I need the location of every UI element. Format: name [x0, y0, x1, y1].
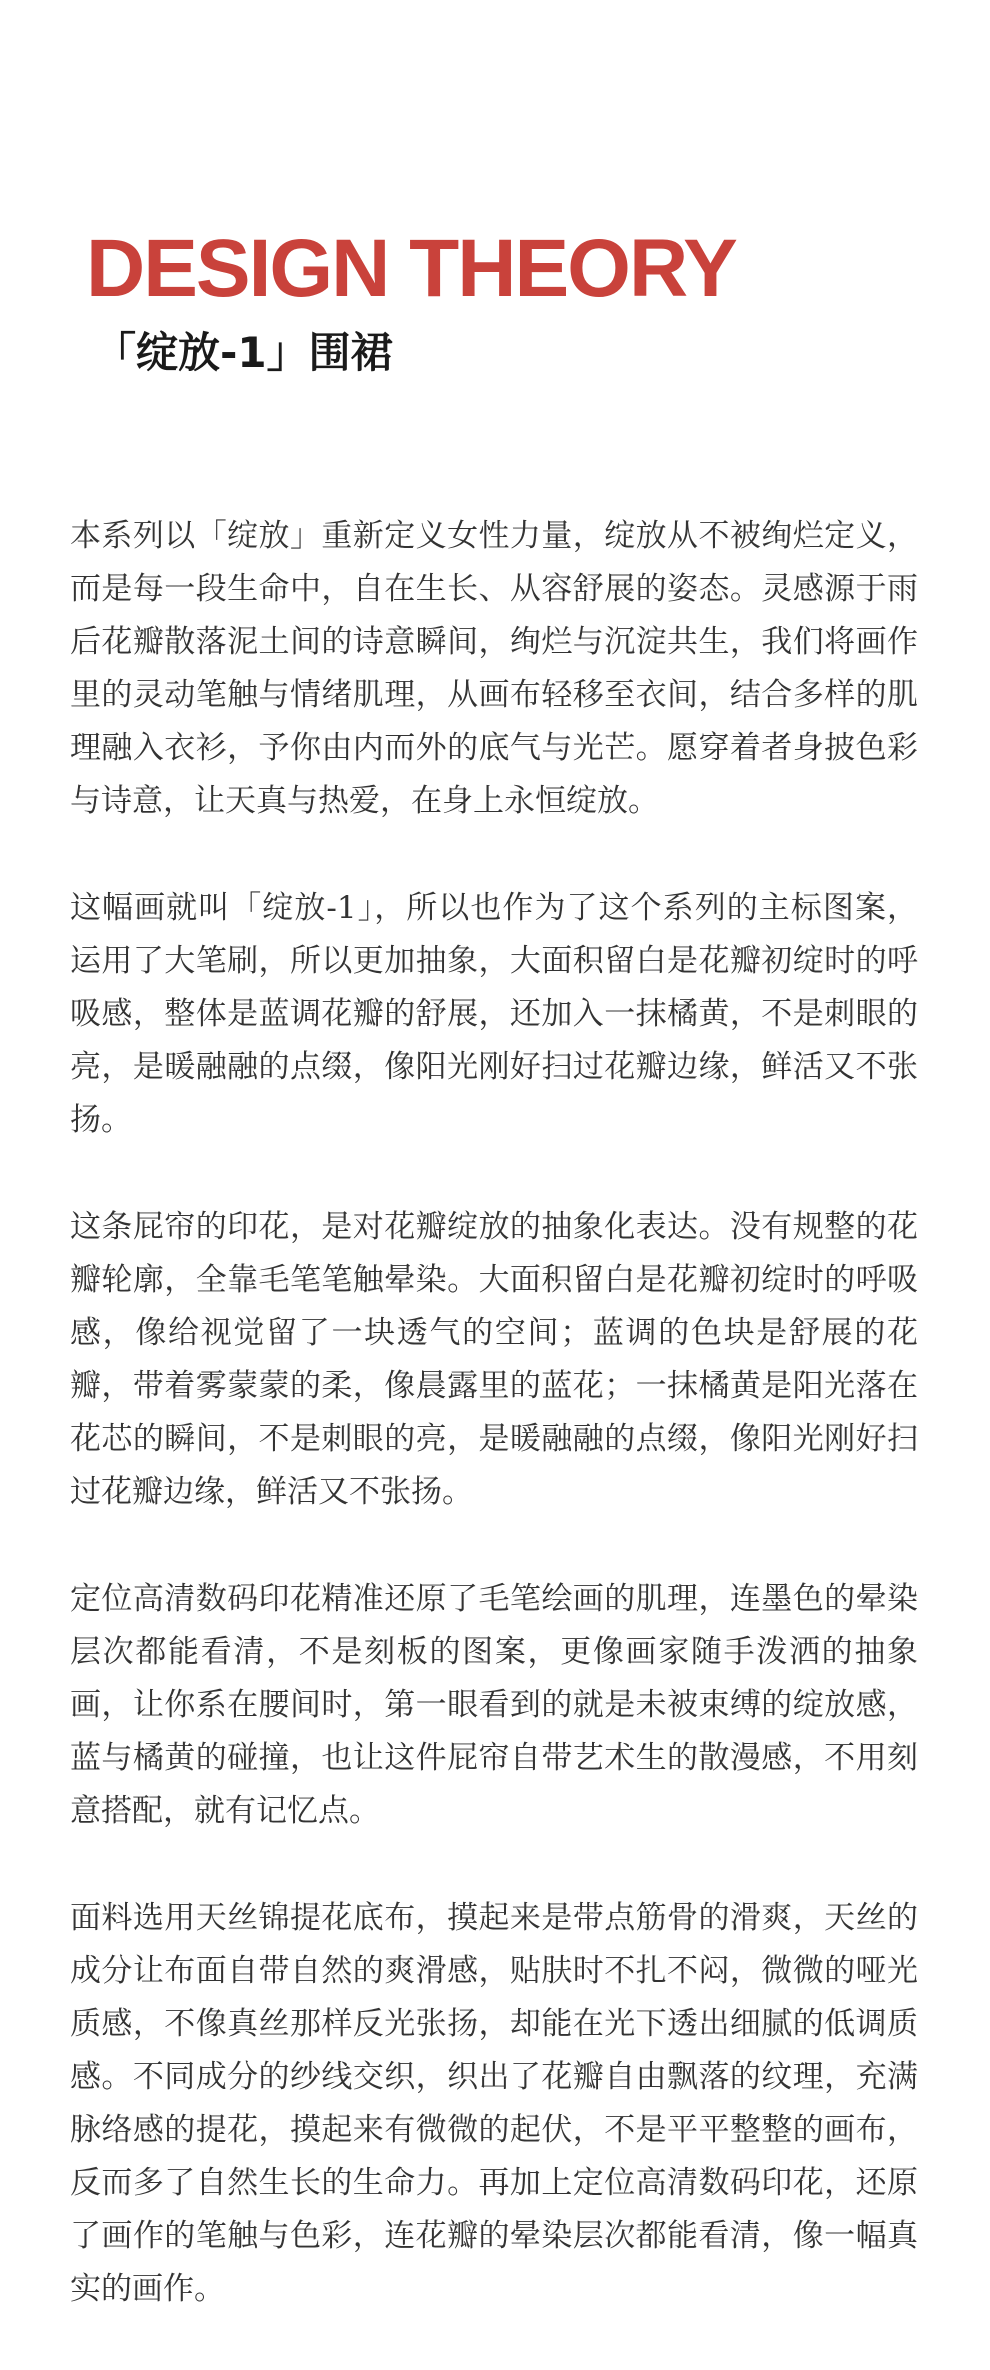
paragraph-fabric: 面料选用天丝锦提花底布，摸起来是带点筋骨的滑爽，天丝的成分让布面自带自然的爽滑感，贴肤时不扎不闷，微微的哑光质感，不像真丝那样反光张扬，却能在光下透出细腻的低调质感。不同成分的纱线交织，织出了花瓣自由飘落的纹理，充满脉络感的提花，摸起来有微微的起伏，不是平平整整的画布，反而多了自然生长的生命力。再加上定位高清数码印花，还原了画作的笔触与色彩，连花瓣的晕染层次都能看清，像一幅真实的画作。 — [70, 1900, 918, 2307]
product-subtitle: 「绽放-1」围裙 — [94, 328, 393, 377]
paragraph-print: 这条屁帘的印花，是对花瓣绽放的抽象化表达。没有规整的花瓣轮廓，全靠毛笔笔触晕染。大面积留白是花瓣初绽时的呼吸感，像给视觉留了一块透气的空间；蓝调的色块是舒展的花瓣，带着雾蒙蒙的柔，像晨露里的蓝花；一抹橘黄是阳光落在花芯的瞬间，不是刺眼的亮，是暖融融的点缀，像阳光刚好扫过花瓣边缘，鲜活又不张扬。 — [70, 1209, 918, 1510]
paragraph-printing-technique: 定位高清数码印花精准还原了毛笔绘画的肌理，连墨色的晕染层次都能看清，不是刻板的图案，更像画家随手泼洒的抽象画，让你系在腰间时，第一眼看到的就是未被束缚的绽放感，蓝与橘黄的碰撞，也让这件屁帘自带艺术生的散漫感，不用刻意搭配，就有记忆点。 — [70, 1581, 918, 1829]
paragraph-artwork: 这幅画就叫「绽放-1」，所以也作为了这个系列的主标图案，运用了大笔刷，所以更加抽象，大面积留白是花瓣初绽时的呼吸感，整体是蓝调花瓣的舒展，还加入一抹橘黄，不是刺眼的亮，是暖融融的点缀，像阳光刚好扫过花瓣边缘，鲜活又不张扬。 — [70, 890, 918, 1138]
article-body — [70, 510, 918, 2370]
page-title: DESIGN THEORY — [86, 223, 736, 314]
paragraph-intro: 本系列以「绽放」重新定义女性力量，绽放从不被绚烂定义，而是每一段生命中，自在生长、从容舒展的姿态。灵感源于雨后花瓣散落泥土间的诗意瞬间，绚烂与沉淀共生，我们将画作里的灵动笔触与情绪肌理，从画布轻移至衣间，结合多样的肌理融入衣衫，予你由内而外的底气与光芒。愿穿着者身披色彩与诗意，让天真与热爱，在身上永恒绽放。 — [70, 518, 918, 819]
